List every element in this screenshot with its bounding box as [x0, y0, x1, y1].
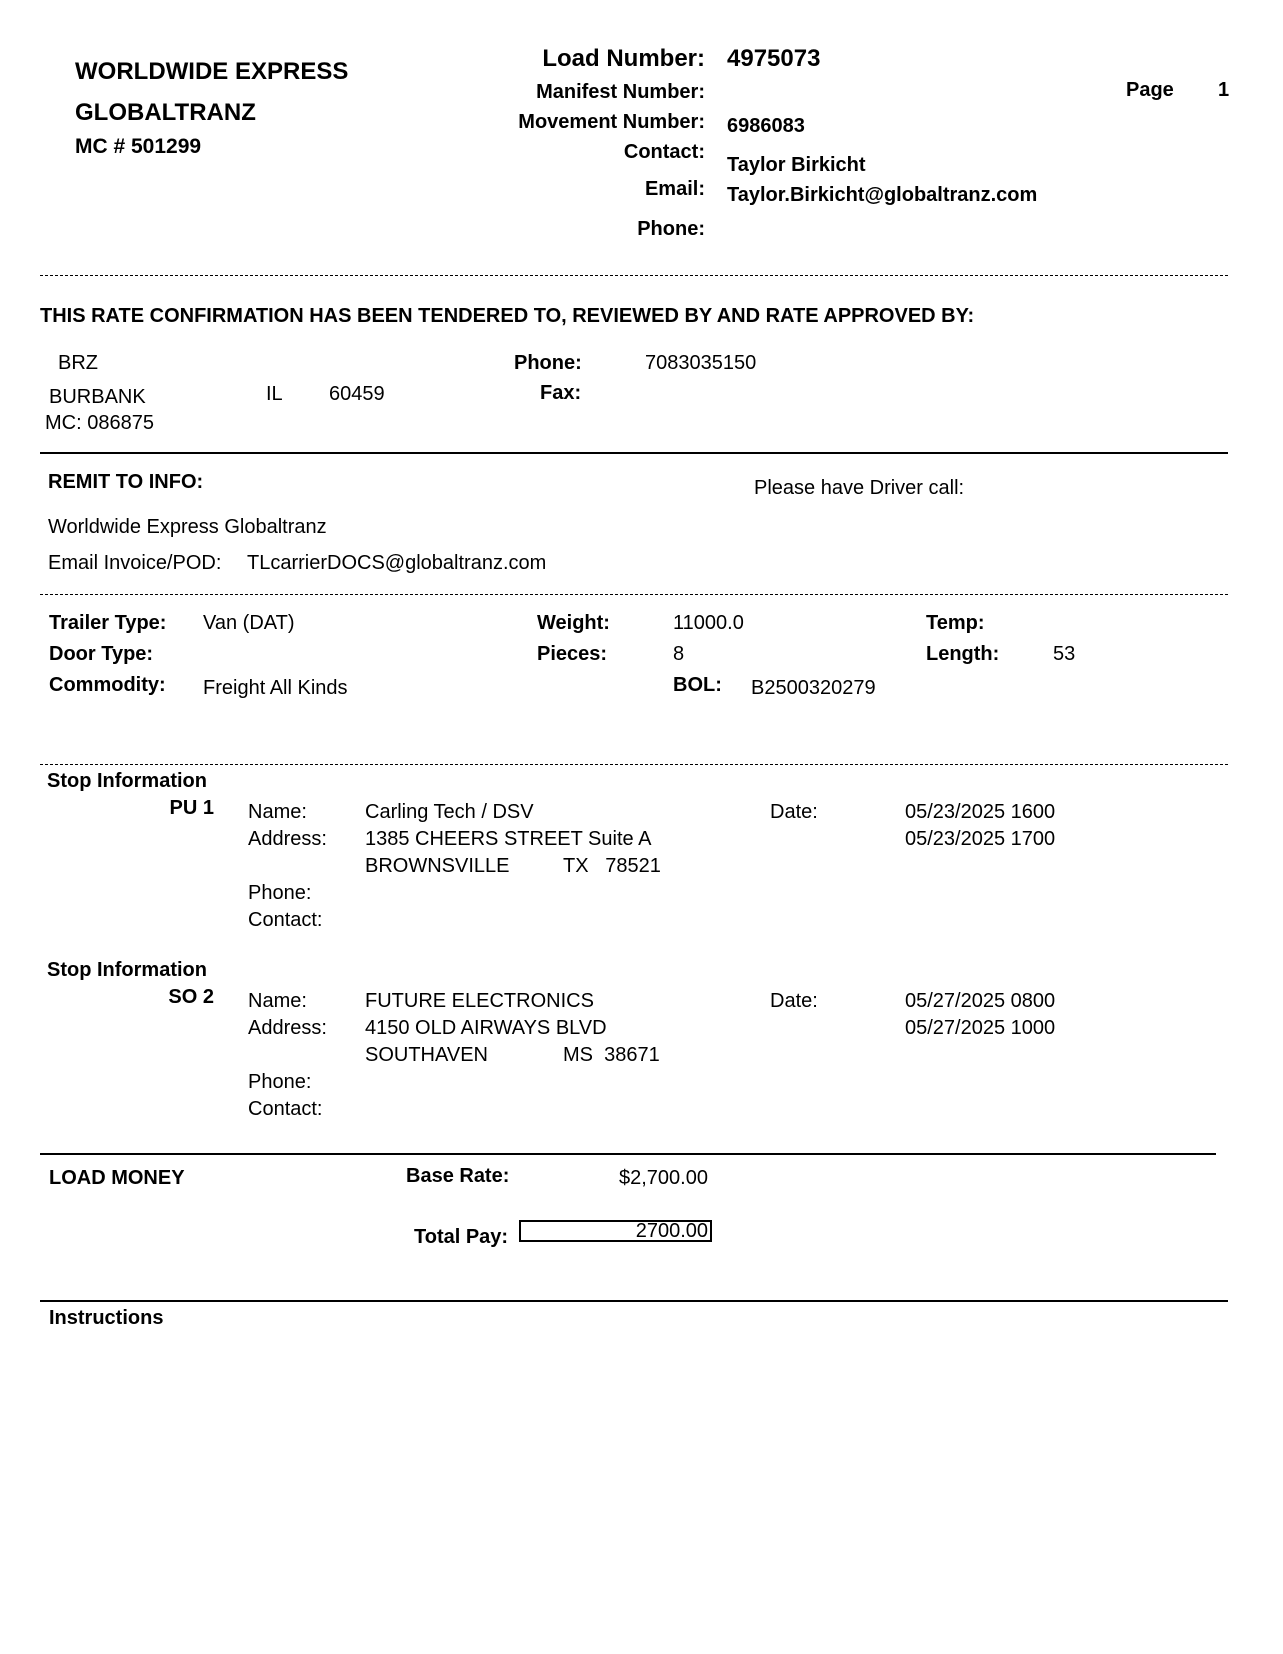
stop-city: SOUTHAVEN	[365, 1044, 488, 1066]
carrier-fax-label: Fax:	[540, 382, 582, 404]
contact-label: Contact:	[623, 141, 705, 163]
stop-date-end: 05/23/2025 1700	[905, 828, 1056, 850]
contact-value: Taylor Birkicht	[727, 154, 866, 176]
stop-heading: Stop Information	[47, 959, 207, 981]
stop-contact-label: Contact:	[248, 909, 323, 931]
stop-address-label: Address:	[248, 828, 327, 850]
stop-address: 4150 OLD AIRWAYS BLVD	[365, 1017, 607, 1039]
pieces-value: 8	[673, 643, 685, 665]
stop-name: Carling Tech / DSV	[365, 801, 534, 823]
instructions-heading: Instructions	[49, 1307, 164, 1329]
phone-label: Phone:	[637, 218, 705, 240]
page-number: 1	[1218, 79, 1230, 101]
commodity-label: Commodity:	[49, 674, 166, 696]
trailer-type-value: Van (DAT)	[203, 612, 295, 634]
company-mc-number: MC # 501299	[75, 135, 202, 158]
carrier-state: IL	[266, 383, 283, 405]
divider	[40, 764, 1228, 765]
carrier-city: BURBANK	[49, 386, 146, 408]
stop-phone-label: Phone:	[248, 882, 312, 904]
remit-company: Worldwide Express Globaltranz	[48, 516, 327, 538]
stop-heading: Stop Information	[47, 770, 207, 792]
trailer-type-label: Trailer Type:	[49, 612, 167, 634]
company-name-line2: GLOBALTRANZ	[75, 99, 256, 126]
carrier-name: BRZ	[58, 352, 98, 374]
divider	[40, 275, 1228, 276]
commodity-value: Freight All Kinds	[203, 677, 348, 699]
stop-date-label: Date:	[770, 990, 818, 1012]
stop-name: FUTURE ELECTRONICS	[365, 990, 594, 1012]
load-number-value: 4975073	[727, 45, 821, 72]
remit-email-value: TLcarrierDOCS@globaltranz.com	[247, 552, 547, 574]
divider	[40, 1300, 1228, 1302]
total-pay-value: 2700.00	[519, 1220, 712, 1242]
stop-address: 1385 CHEERS STREET Suite A	[365, 828, 652, 850]
door-type-label: Door Type:	[49, 643, 154, 665]
divider	[40, 452, 1228, 454]
remit-heading: REMIT TO INFO:	[48, 471, 204, 493]
stop-code: PU 1	[169, 797, 214, 819]
length-value: 53	[1053, 643, 1076, 665]
carrier-mc: MC: 086875	[45, 412, 154, 434]
stop-name-label: Name:	[248, 801, 307, 823]
divider	[40, 1153, 1216, 1155]
page-label: Page	[1126, 79, 1174, 101]
stop-phone-label: Phone:	[248, 1071, 312, 1093]
stop-code: SO 2	[168, 986, 214, 1008]
carrier-phone-value: 7083035150	[645, 352, 757, 374]
manifest-number-label: Manifest Number:	[536, 81, 705, 103]
tender-heading: THIS RATE CONFIRMATION HAS BEEN TENDERED TO, REVIEWED BY AND RATE APPROVED BY:	[40, 305, 975, 327]
base-rate-value: $2,700.00	[619, 1167, 708, 1189]
bol-label: BOL:	[673, 674, 722, 696]
carrier-zip: 60459	[329, 383, 385, 405]
stop-date-start: 05/27/2025 0800	[905, 990, 1056, 1012]
total-pay-label: Total Pay:	[414, 1226, 509, 1248]
stop-date-end: 05/27/2025 1000	[905, 1017, 1056, 1039]
weight-label: Weight:	[537, 612, 610, 634]
stop-name-label: Name:	[248, 990, 307, 1012]
pieces-label: Pieces:	[537, 643, 608, 665]
email-value: Taylor.Birkicht@globaltranz.com	[727, 184, 1038, 206]
load-money-heading: LOAD MONEY	[49, 1167, 185, 1189]
movement-number-value: 6986083	[727, 115, 805, 137]
stop-contact-label: Contact:	[248, 1098, 323, 1120]
carrier-phone-label: Phone:	[514, 352, 582, 374]
movement-number-label: Movement Number:	[518, 111, 705, 133]
bol-value: B2500320279	[751, 677, 876, 699]
email-label: Email:	[644, 178, 705, 200]
stop-address-label: Address:	[248, 1017, 327, 1039]
stop-city: BROWNSVILLE	[365, 855, 510, 877]
divider	[40, 594, 1228, 595]
base-rate-label: Base Rate:	[406, 1165, 510, 1187]
length-label: Length:	[926, 643, 1000, 665]
stop-date-start: 05/23/2025 1600	[905, 801, 1056, 823]
weight-value: 11000.0	[673, 612, 744, 634]
stop-date-label: Date:	[770, 801, 818, 823]
stop-state-zip: MS 38671	[563, 1044, 660, 1066]
stop-state-zip: TX 78521	[563, 855, 661, 877]
load-number-label: Load Number:	[542, 45, 705, 72]
temp-label: Temp:	[926, 612, 985, 634]
company-name-line1: WORLDWIDE EXPRESS	[75, 58, 349, 85]
remit-email-label: Email Invoice/POD:	[48, 552, 222, 574]
driver-call-note: Please have Driver call:	[754, 477, 965, 499]
